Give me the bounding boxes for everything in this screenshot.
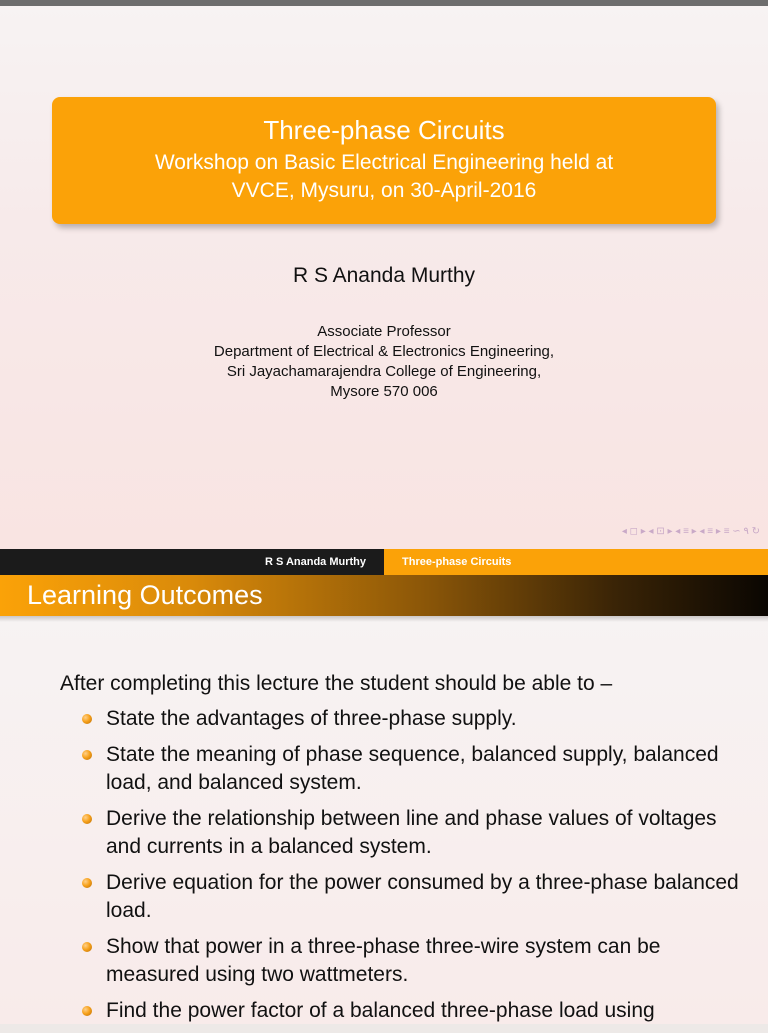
- affiliation-line: Sri Jayachamarajendra College of Engineering,: [226, 363, 542, 380]
- bullet-icon: [82, 878, 92, 888]
- title-box: [52, 97, 716, 224]
- list-item-text: Derive equation for the power consumed by a three-phase balanced load.: [106, 871, 739, 922]
- author-name: R S Ananda Murthy: [292, 264, 476, 287]
- presentation-subtitle: [52, 149, 716, 205]
- bullet-icon: [82, 942, 92, 952]
- list-item: [80, 705, 740, 733]
- frame-title-shadow: [0, 616, 768, 622]
- list-item: [80, 869, 740, 925]
- navigation-symbols[interactable]: ◂ ◻ ▸ ◂ ⊡ ▸ ◂ ≡ ▸ ◂ ≡ ▸ ≡ ∽ ۹ ↻: [621, 526, 760, 537]
- intro-text: After completing this lecture the student should be able to –: [60, 672, 613, 695]
- bullet-icon: [82, 814, 92, 824]
- list-item: [80, 741, 740, 797]
- list-item-text: Find the power factor of a balanced three-phase load using: [106, 999, 655, 1022]
- frame-title: Learning Outcomes: [0, 575, 768, 616]
- subtitle-line: VVCE, Mysuru, on 30-April-2016: [231, 179, 537, 202]
- list-item-text: State the advantages of three-phase supply.: [106, 707, 517, 730]
- affiliation-line: Department of Electrical & Electronics Engineering,: [213, 343, 555, 360]
- list-item-text: State the meaning of phase sequence, balanced supply, balanced load, and balanced system.: [106, 743, 719, 794]
- title-slide: [0, 6, 768, 549]
- footer-author: R S Ananda Murthy: [0, 549, 384, 575]
- presentation-title: Three-phase Circuits: [263, 115, 505, 145]
- bullet-icon: [82, 1006, 92, 1016]
- affiliation: [0, 322, 768, 402]
- list-item: [80, 805, 740, 861]
- list-item-text: Derive the relationship between line and phase values of voltages and currents in a balanced system.: [106, 807, 717, 858]
- bullet-icon: [82, 714, 92, 724]
- subtitle-line: Workshop on Basic Electrical Engineering held at: [154, 151, 614, 174]
- bullet-icon: [82, 750, 92, 760]
- list-item: [80, 933, 740, 989]
- list-item-text: Show that power in a three-phase three-wire system can be measured using two wattmeters.: [106, 935, 661, 986]
- footer-title: Three-phase Circuits: [384, 549, 768, 575]
- affiliation-line: Associate Professor: [317, 323, 451, 340]
- affiliation-line: Mysore 570 006: [330, 383, 438, 400]
- list-item: [80, 997, 740, 1025]
- slide-footer: [0, 549, 768, 575]
- outcomes-list: [80, 705, 740, 1033]
